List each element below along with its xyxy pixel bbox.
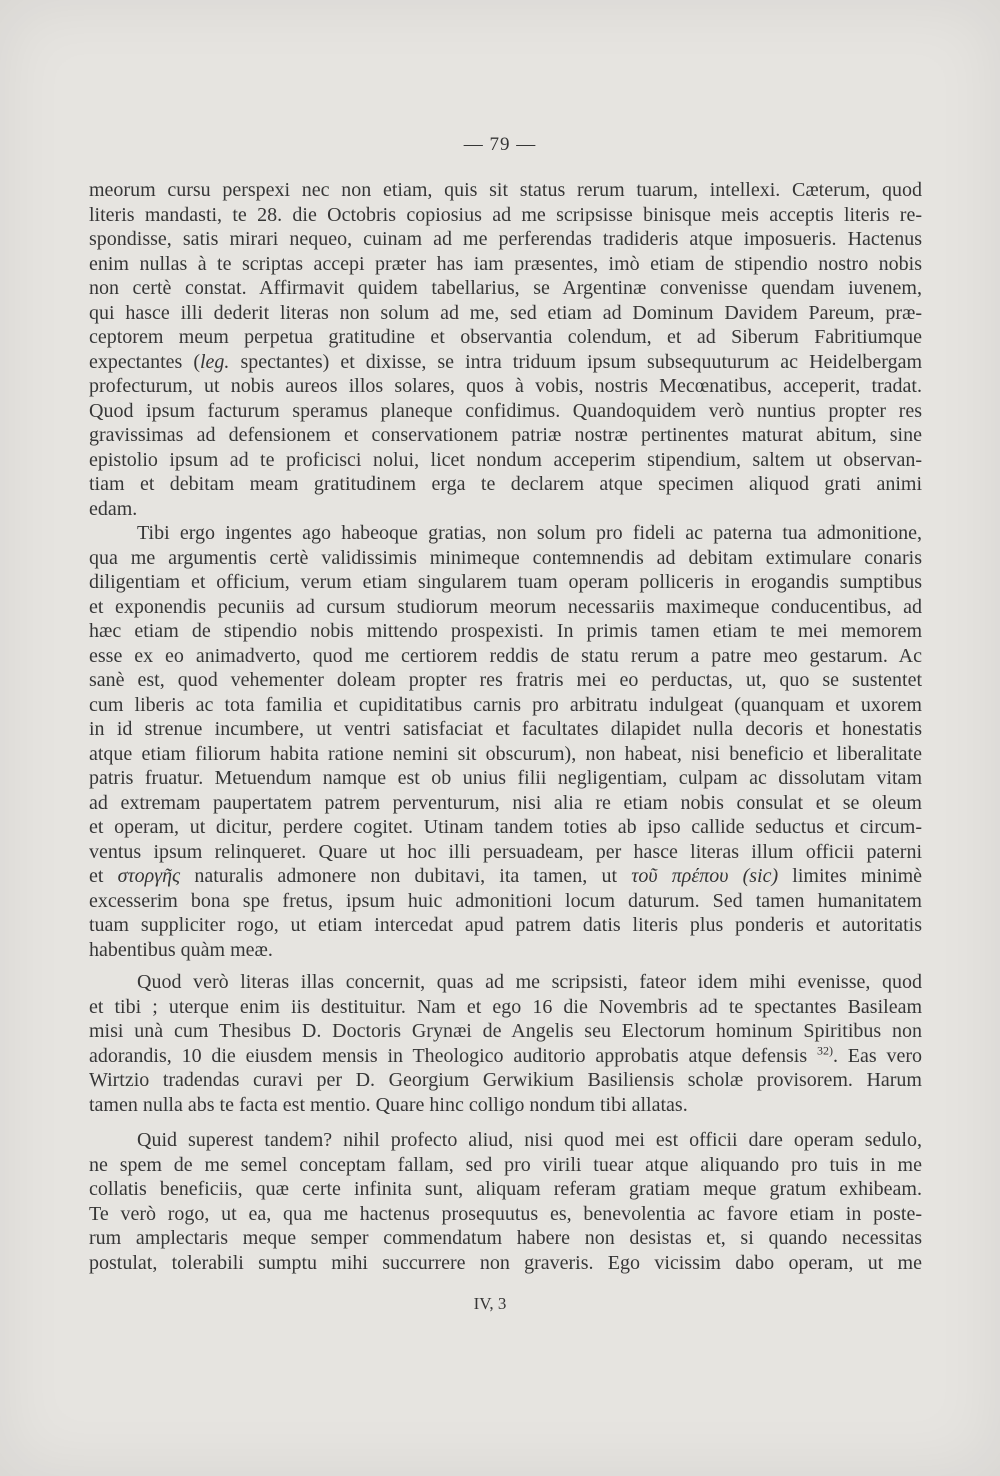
text-line: non certè constat. Affirmavit quidem tabellarius, se Argentinæ convenisse quendam iuvenem, — [89, 277, 922, 299]
text-line: collatis beneficiis, quæ certe infinita sunt, aliquam referam gratiam meque gratum exhibeam. — [89, 1178, 922, 1200]
text-line: enim nullas à te scriptas accepi præter has iam præsentes, imò etiam de stipendio nostro nobis — [89, 252, 922, 275]
text-line: Quid superest tandem? nihil profecto aliud, nisi quod mei est officii dare operam sedulo, — [137, 1129, 922, 1151]
text-segment: adorandis, 10 die eiusdem mensis in Theologico auditorio approbatis atque defensis — [89, 1044, 817, 1067]
text-line: hæc etiam de stipendio nobis mittendo prospexisti. In primis tamen etiam te mei memorem — [89, 620, 922, 642]
footnote-reference: 32) — [816, 1043, 833, 1057]
text-line: ventus ipsum relinqueret. Quare ut hoc illi persuadeam, per hasce literas illum officii paterni — [89, 840, 922, 863]
text-segment: . Eas vero — [832, 1044, 922, 1067]
text-segment: limites minimè — [778, 865, 922, 887]
text-line: esse ex eo animadverto, quod me certiorem reddis de statu rerum a patre meo gestarum. Ac — [89, 644, 922, 667]
text-line — [89, 864, 922, 889]
text-line: literis mandasti, te 28. die Octobris copiosius ad me scripsisse binisque meis acceptis literis re- — [89, 203, 922, 226]
text-line: Wirtzio tradendas curavi per D. Georgium Gerwikium Basiliensis scholæ provisorem. Harum — [89, 1069, 922, 1091]
text-line: et tibi ; uterque enim iis destituitur. Nam et ego 16 die Novembris ad te spectantes Basileam — [89, 995, 922, 1018]
text-line: et exponendis pecuniis ad cursum studiorum meorum necessariis maximeque conducentibus, ad — [89, 595, 922, 618]
text-line: tuam suppliciter rogo, ut etiam intercedat apud patrem datis literis plus ponderis et autoritatis — [89, 914, 922, 936]
text-line: misi unà cum Thesibus D. Doctoris Grynæi de Angelis seu Electorum hominum Spiritibus non — [89, 1020, 922, 1042]
text-line: et operam, ut dicitur, perdere cogitet. Utinam tandem toties ab ipso callide seductus et circum- — [89, 816, 922, 838]
paragraph — [89, 178, 922, 521]
paragraph — [89, 970, 922, 1117]
italic-abbreviation: leg. — [199, 350, 230, 373]
text-line: tiam et debitam meam gratitudinem erga te declarem atque specimen aliquod grati animi — [89, 473, 922, 495]
paragraph — [89, 521, 922, 962]
greek-word: στοργῆς — [117, 865, 181, 887]
page-number: — 79 — — [463, 134, 537, 155]
text-line: meorum cursu perspexi nec non etiam, quis sit status rerum tuarum, intellexi. Cæterum, quod — [89, 179, 922, 201]
text-line: gravissimas ad defensionem et conservationem patriæ nostræ pertinentes maturat abitum, sine — [89, 424, 922, 446]
letter-text — [89, 178, 922, 1275]
text-line: patris fruatur. Metuendum namque est ob unius filii negligentiam, culpam ac dissolutam vitam — [89, 767, 922, 789]
text-line: edam. — [89, 497, 138, 520]
text-line: Quod verò literas illas concernit, quas ad me scripsisti, fateor idem mihi evenisse, quod — [137, 971, 922, 993]
text-line: in id strenue incumbere, ut ventri satisfaciat et facultates dilapidet nulla decoris et honestatis — [89, 718, 922, 740]
text-line: Quod ipsum facturum speramus planeque confidimus. Quandoquidem verò nuntius propter res — [89, 399, 922, 422]
text-segment: et — [89, 865, 118, 887]
text-line: habentibus quàm meæ. — [89, 938, 273, 961]
text-line: qua me argumentis certè validissimis minimeque contemnendis ad debitam extimulare conaris — [89, 546, 922, 569]
text-line: cum liberis ac tota familia et cupiditatibus carnis pro arbitratu indulgeat (quanquam et uxorem — [89, 693, 922, 716]
text-segment: spectantes) et dixisse, se intra triduum ipsum subsequuturum ac Heidelbergam — [229, 350, 922, 373]
text-line: ad extremam paupertatem patrem perventurum, nisi alia re etiam nobis consulat et se oleum — [89, 791, 922, 814]
text-segment: naturalis admonere non dubitavi, ita tamen, ut — [180, 865, 632, 887]
text-line: postulat, tolerabili sumptu mihi succurrere non graveris. Ego vicissim dabo operam, ut me — [89, 1251, 922, 1274]
text-segment: expectantes ( — [89, 350, 200, 373]
text-line: tamen nulla abs te facta est mentio. Quare hinc colligo nondum tibi allatas. — [89, 1093, 688, 1116]
text-line: ne spem de me semel conceptam fallam, sed pro virili tuear atque aliquando pro tuis in me — [89, 1153, 922, 1176]
greek-phrase: τοῦ πρέπου (sic) — [631, 865, 779, 887]
text-line: Te verò rogo, ut ea, qua me hactenus prosequutus es, benevolentia ac favore etiam in poste- — [89, 1202, 922, 1225]
text-line: atque etiam filiorum habita ratione nemini sit obscurum), non habeat, nisi beneficio et liberalitate — [89, 742, 922, 765]
text-line: profecturum, ut nobis aureos illos solares, quos à vobis, nostris Mecœnatibus, acceperit, tradat. — [89, 375, 922, 397]
text-line: ceptorem meum perpetua gratitudine et observantia colendum, et ad Siberum Fabritiumque — [89, 326, 922, 348]
text-line: qui hasce illi dederit literas non solum ad me, sed etiam ad Dominum Davidem Pareum, præ- — [89, 301, 922, 324]
text-line: Tibi ergo ingentes ago habeoque gratias, non solum pro fideli ac paterna tua admonitione, — [137, 522, 922, 544]
text-line: spondisse, satis mirari nequeo, cuinam ad me perferendas tradideris atque imposueris. Hactenus — [89, 228, 922, 250]
text-line: diligentiam et officium, verum etiam singularem tuam operam polliceris in erogandis sumptibus — [89, 571, 922, 593]
text-line: rum amplectaris meque semper commendatum habere non desistas et, si quando necessitas — [89, 1227, 922, 1249]
signature-mark: IV, 3 — [473, 1294, 507, 1313]
text-line: sanè est, quod vehementer doleam propter res fratris mei eo perductas, ut, quo se sustentet — [89, 669, 922, 691]
text-line: epistolio ipsum ad te proficisci nolui, licet nondum acceperim stipendium, saltem ut observan- — [89, 448, 922, 471]
text-line: excesserim bona spe fretus, ipsum huic admonitioni locum daturum. Sed tamen humanitatem — [89, 889, 922, 912]
text-line — [89, 1044, 922, 1069]
text-line — [89, 350, 922, 375]
paragraph — [89, 1128, 922, 1275]
